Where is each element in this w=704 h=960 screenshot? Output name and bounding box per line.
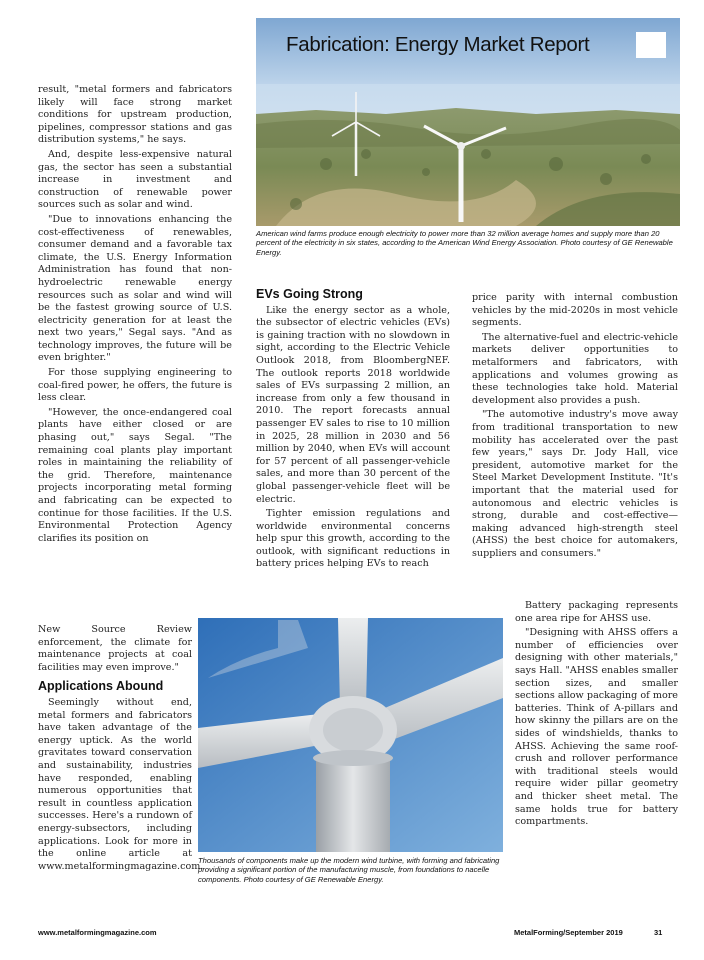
col1-paragraph-5-cont: New Source Review enforcement, the climate for maintenance projects at coal facilities may even improve." — [38, 624, 192, 673]
col1-paragraph-2: And, despite less-expensive natural gas, the sector has seen a substantial increase in investment and construction of renewable power sources such as solar and wind. — [38, 148, 232, 211]
footer-page-number: 31 — [654, 928, 663, 937]
footer-website: www.metalformingmagazine.com — [38, 928, 157, 937]
col2-paragraph-2: Tighter emission regulations and worldwide environmental concerns help spur this growth, according to the outlook, with significant reductions in battery prices helping EVs to reach — [256, 508, 450, 570]
evs-heading: EVs Going Strong — [256, 287, 363, 301]
column-1 — [38, 84, 232, 547]
wind-farm-photo — [256, 84, 680, 226]
col3-paragraph-1: price parity with internal combustion vehicles by the mid-2020s in most vehicle segments. — [472, 292, 678, 329]
banner-title: Fabrication: Energy Market Report — [286, 33, 590, 56]
col1-paragraph-4: For those supplying engineering to coal-fired power, he offers, the future is less clear. — [38, 367, 232, 404]
column-3-lower — [515, 600, 678, 831]
footer-issue: MetalForming/September 2019 — [514, 928, 623, 937]
col1-paragraph-3: "Due to innovations enhancing the cost-effectiveness of renewables, consumer demand and a favorable tax climate, the U.S. Energy Information Administration has found that non-hydroelectric renewable energy resources such as solar and wind will be the fastest growing source of U.S. electricity generation for at least the next two years," Segal says. "And as technology improves, the future will be even brighter." — [38, 213, 232, 364]
applications-heading: Applications Abound — [38, 679, 164, 694]
col3-paragraph-5: "Designing with AHSS offers a number of efficiencies over designing with other materials," says Hall. "AHSS enables smaller section sizes, and smaller sections allow packaging of more batteries. Think of A-pillars and how skinny the pillars are on the sides of windshields, thanks to AHSS. Achieving the same roof-crush and rollover performance with traditional steels would require wider pillar geometry and thicker sheet metal. The same holds true for battery compartments. — [515, 627, 678, 828]
column-1-lower — [38, 624, 204, 875]
col1-paragraph-1: result, "metal formers and fabricators likely will face strong market conditions for upstream production, pipelines, compressor stations and gas distribution systems," he says. — [38, 84, 232, 146]
col1-paragraph-5: "However, the once-endangered coal plants have either closed or are phasing out," says Segal. "The remaining coal plants play important roles in maintaining the reliability of the grid. Therefore, maintenance projects incorporating metal forming and fabricating can be expected to continue for those facilities. If the U.S. Environmental Protection Agency clarifies its position on — [38, 406, 232, 544]
column-2 — [256, 288, 450, 573]
banner-accent-box — [636, 32, 666, 58]
turbine-hub-caption: Thousands of components make up the modern wind turbine, with forming and fabricating providing a significant portion of the manufacturing muscle, from foundations to nacelle components. Photo courtesy of GE Renewable Energy. — [198, 856, 500, 884]
col3-paragraph-2: The alternative-fuel and electric-vehicle markets deliver opportunities to metalformers and fabricators, with applications and volumes growing as these technologies take hold. Material development also provides a push. — [472, 331, 678, 406]
wind-farm-caption: American wind farms produce enough electricity to power more than 32 million average homes and supply more than 20 percent of the electricity in six states, according to the American Wind Energy Association. Photo courtesy of GE Renewable Energy. — [256, 229, 673, 257]
turbine-hub-photo — [198, 618, 503, 852]
report-banner — [256, 18, 680, 84]
col1-paragraph-6: Seemingly without end, metal formers and fabricators have taken advantage of the energy uptick. As the world gravitates toward conservation and sustainability, industries have responded, enabling numerous opportunities that result in countless application successes. Here's a rundown of energy-subsectors, including applications. Look for more in the online article at www.metalformingmagazine.com. — [38, 696, 204, 872]
col2-paragraph-1: Like the energy sector as a whole, the subsector of electric vehicles (EVs) is gaining traction with no slowdown in sight, according to the Electric Vehicle Outlook 2018, from BloombergNEF. The outlook reports 2018 worldwide sales of EVs surpassing 2 million, an increase from only a few thousand in 2010. The report forecasts annual passenger EV sales to rise to 10 million in 2025, 28 million in 2030 and 56 million by 2040, when EVs will account for 57 percent of all passenger-vehicle sales, and more than 30 percent of the global passenger-vehicle fleet will be electric. — [256, 304, 450, 505]
col3-paragraph-4: Battery packaging represents one area ripe for AHSS use. — [515, 600, 678, 624]
column-3 — [472, 292, 678, 562]
col3-paragraph-3: "The automotive industry's move away from traditional transportation to new mobility has accelerated over the past few years," says Dr. Jody Hall, vice president, automotive market for the Steel Market Development Institute. "It's important that the material used for autonomous and electric vehicles is strong, durable and cost-effective—making advanced high-strength steel (AHSS) the best choice for automakers, suppliers and consumers." — [472, 409, 678, 559]
